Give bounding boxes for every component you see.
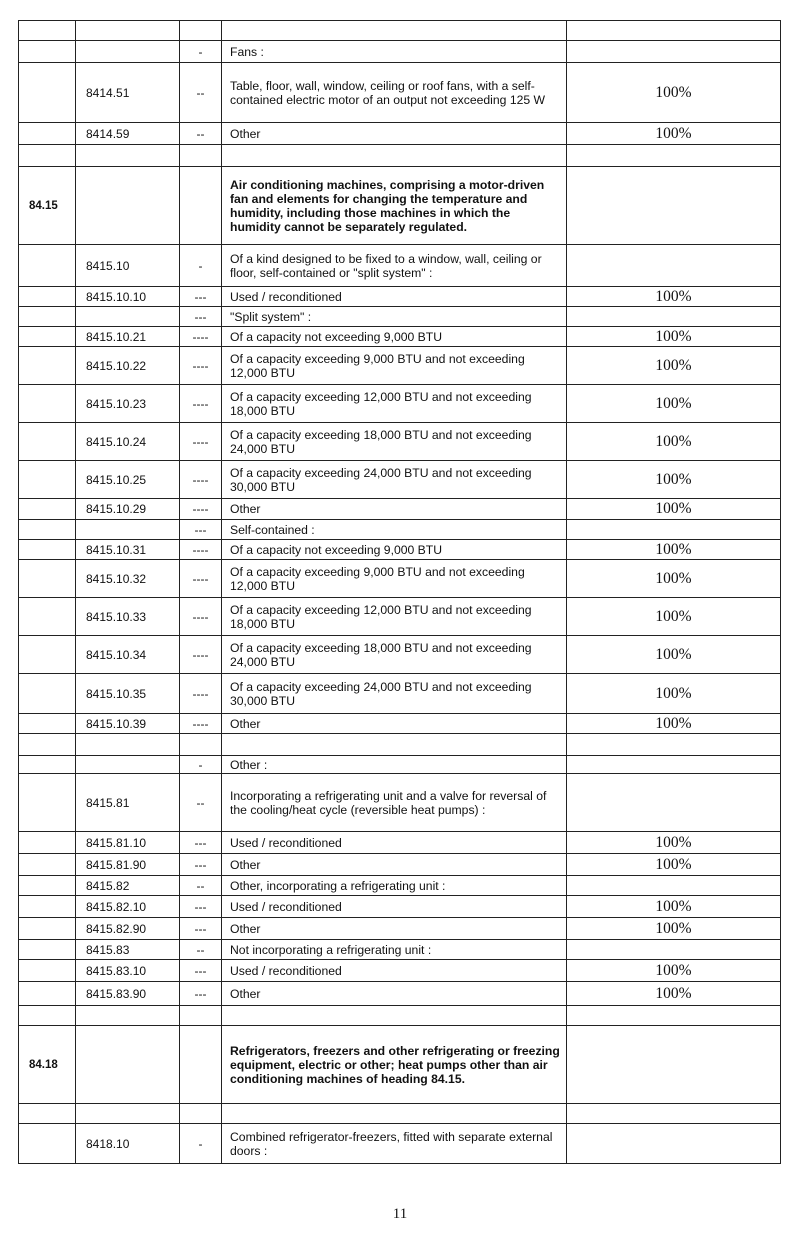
dash-level-cell: - xyxy=(180,41,222,63)
tariff-code-cell: 8415.10.22 xyxy=(76,347,180,385)
description-cell xyxy=(222,1104,567,1124)
table-row xyxy=(19,734,781,756)
heading-number-cell xyxy=(19,756,76,774)
dash-level-cell xyxy=(180,145,222,167)
table-row xyxy=(19,854,781,876)
table-row xyxy=(19,756,781,774)
tariff-code-cell: 8414.51 xyxy=(76,63,180,123)
duty-rate-cell xyxy=(567,167,781,245)
tariff-code-cell: 8415.10.29 xyxy=(76,499,180,520)
dash-level-cell: ---- xyxy=(180,423,222,461)
table-row xyxy=(19,327,781,347)
table-row xyxy=(19,1006,781,1026)
table-row xyxy=(19,896,781,918)
description-cell: Of a capacity exceeding 9,000 BTU and not exceeding 12,000 BTU xyxy=(222,560,567,598)
dash-level-cell: ---- xyxy=(180,327,222,347)
duty-rate-cell: 100% xyxy=(567,918,781,940)
dash-level-cell: --- xyxy=(180,307,222,327)
heading-number-cell xyxy=(19,1006,76,1026)
dash-level-cell: ---- xyxy=(180,347,222,385)
tariff-code-cell xyxy=(76,167,180,245)
dash-level-cell: ---- xyxy=(180,674,222,714)
heading-number-cell xyxy=(19,960,76,982)
duty-rate-cell xyxy=(567,734,781,756)
tariff-code-cell xyxy=(76,756,180,774)
description-cell xyxy=(222,1006,567,1026)
tariff-code-cell: 8415.10.34 xyxy=(76,636,180,674)
dash-level-cell: - xyxy=(180,1124,222,1164)
heading-number-cell xyxy=(19,598,76,636)
heading-number-cell: 84.15 xyxy=(19,167,76,245)
dash-level-cell xyxy=(180,734,222,756)
description-cell: Refrigerators, freezers and other refrigerating or freezing equipment, electric or other; heat pumps other than air conditioning machines of heading 84.15. xyxy=(222,1026,567,1104)
dash-level-cell: -- xyxy=(180,774,222,832)
description-cell: Of a capacity exceeding 18,000 BTU and not exceeding 24,000 BTU xyxy=(222,636,567,674)
duty-rate-cell: 100% xyxy=(567,461,781,499)
dash-level-cell: --- xyxy=(180,918,222,940)
description-cell: Of a capacity exceeding 12,000 BTU and not exceeding 18,000 BTU xyxy=(222,598,567,636)
table-row xyxy=(19,1026,781,1104)
tariff-code-cell: 8415.82.90 xyxy=(76,918,180,940)
page-number: 11 xyxy=(392,1206,408,1222)
description-cell: Fans : xyxy=(222,41,567,63)
description-cell: Of a capacity exceeding 24,000 BTU and not exceeding 30,000 BTU xyxy=(222,461,567,499)
heading-number-cell xyxy=(19,734,76,756)
duty-rate-cell: 100% xyxy=(567,598,781,636)
tariff-code-cell xyxy=(76,307,180,327)
dash-level-cell: -- xyxy=(180,876,222,896)
tariff-code-cell: 8415.10.35 xyxy=(76,674,180,714)
duty-rate-cell: 100% xyxy=(567,347,781,385)
dash-level-cell: --- xyxy=(180,896,222,918)
table-row xyxy=(19,560,781,598)
description-cell: Combined refrigerator-freezers, fitted with separate external doors : xyxy=(222,1124,567,1164)
tariff-code-cell: 8415.10.25 xyxy=(76,461,180,499)
duty-rate-cell xyxy=(567,520,781,540)
description-cell: Other xyxy=(222,982,567,1006)
table-row xyxy=(19,347,781,385)
tariff-code-cell xyxy=(76,1104,180,1124)
duty-rate-cell: 100% xyxy=(567,674,781,714)
duty-rate-cell: 100% xyxy=(567,423,781,461)
heading-number-cell: 84.18 xyxy=(19,1026,76,1104)
heading-number-cell xyxy=(19,540,76,560)
heading-number-cell xyxy=(19,245,76,287)
tariff-code-cell: 8415.10 xyxy=(76,245,180,287)
description-cell: Of a capacity exceeding 18,000 BTU and not exceeding 24,000 BTU xyxy=(222,423,567,461)
duty-rate-cell: 100% xyxy=(567,714,781,734)
table-row xyxy=(19,674,781,714)
table-row xyxy=(19,520,781,540)
dash-level-cell: --- xyxy=(180,832,222,854)
duty-rate-cell xyxy=(567,756,781,774)
tariff-code-cell: 8415.10.23 xyxy=(76,385,180,423)
heading-number-cell xyxy=(19,347,76,385)
heading-number-cell xyxy=(19,385,76,423)
duty-rate-cell xyxy=(567,307,781,327)
heading-number-cell xyxy=(19,307,76,327)
dash-level-cell: - xyxy=(180,245,222,287)
description-cell: Other, incorporating a refrigerating unit : xyxy=(222,876,567,896)
heading-number-cell xyxy=(19,832,76,854)
dash-level-cell xyxy=(180,167,222,245)
description-cell xyxy=(222,145,567,167)
description-cell: Other xyxy=(222,714,567,734)
dash-level-cell: --- xyxy=(180,982,222,1006)
table-row xyxy=(19,385,781,423)
heading-number-cell xyxy=(19,918,76,940)
heading-number-cell xyxy=(19,63,76,123)
description-cell: Table, floor, wall, window, ceiling or roof fans, with a self-contained electric motor of an output not exceeding 125 W xyxy=(222,63,567,123)
description-cell: Other xyxy=(222,123,567,145)
heading-number-cell xyxy=(19,1104,76,1124)
description-cell: Of a capacity exceeding 24,000 BTU and not exceeding 30,000 BTU xyxy=(222,674,567,714)
table-row xyxy=(19,1104,781,1124)
duty-rate-cell: 100% xyxy=(567,327,781,347)
dash-level-cell: ---- xyxy=(180,499,222,520)
dash-level-cell: ---- xyxy=(180,540,222,560)
table-row xyxy=(19,307,781,327)
description-cell: Of a capacity exceeding 12,000 BTU and not exceeding 18,000 BTU xyxy=(222,385,567,423)
tariff-code-cell: 8415.81.10 xyxy=(76,832,180,854)
duty-rate-cell: 100% xyxy=(567,560,781,598)
dash-level-cell: ---- xyxy=(180,636,222,674)
description-cell: Other xyxy=(222,499,567,520)
description-cell: Of a capacity not exceeding 9,000 BTU xyxy=(222,327,567,347)
heading-number-cell xyxy=(19,145,76,167)
heading-number-cell xyxy=(19,1124,76,1164)
heading-number-cell xyxy=(19,21,76,41)
tariff-code-cell xyxy=(76,520,180,540)
tariff-code-cell: 8415.81 xyxy=(76,774,180,832)
heading-number-cell xyxy=(19,423,76,461)
dash-level-cell: -- xyxy=(180,63,222,123)
description-cell: Other xyxy=(222,918,567,940)
heading-number-cell xyxy=(19,560,76,598)
tariff-code-cell: 8415.82.10 xyxy=(76,896,180,918)
heading-number-cell xyxy=(19,774,76,832)
description-cell: Not incorporating a refrigerating unit : xyxy=(222,940,567,960)
tariff-code-cell: 8415.83 xyxy=(76,940,180,960)
table-row xyxy=(19,245,781,287)
duty-rate-cell xyxy=(567,41,781,63)
tariff-code-cell: 8415.10.24 xyxy=(76,423,180,461)
heading-number-cell xyxy=(19,123,76,145)
duty-rate-cell: 100% xyxy=(567,385,781,423)
duty-rate-cell: 100% xyxy=(567,63,781,123)
table-row xyxy=(19,461,781,499)
duty-rate-cell xyxy=(567,774,781,832)
heading-number-cell xyxy=(19,674,76,714)
table-row xyxy=(19,1124,781,1164)
table-row xyxy=(19,63,781,123)
duty-rate-cell xyxy=(567,876,781,896)
duty-rate-cell: 100% xyxy=(567,982,781,1006)
dash-level-cell xyxy=(180,1026,222,1104)
duty-rate-cell: 100% xyxy=(567,636,781,674)
description-cell: Used / reconditioned xyxy=(222,287,567,307)
dash-level-cell xyxy=(180,21,222,41)
dash-level-cell: -- xyxy=(180,123,222,145)
table-row xyxy=(19,287,781,307)
dash-level-cell: --- xyxy=(180,854,222,876)
description-cell: Used / reconditioned xyxy=(222,896,567,918)
table-row xyxy=(19,21,781,41)
dash-level-cell: ---- xyxy=(180,461,222,499)
duty-rate-cell: 100% xyxy=(567,832,781,854)
description-cell: Of a kind designed to be fixed to a window, wall, ceiling or floor, self-contained or "split system" : xyxy=(222,245,567,287)
tariff-code-cell: 8415.10.33 xyxy=(76,598,180,636)
description-cell: Of a capacity not exceeding 9,000 BTU xyxy=(222,540,567,560)
description-cell: Of a capacity exceeding 9,000 BTU and not exceeding 12,000 BTU xyxy=(222,347,567,385)
dash-level-cell xyxy=(180,1104,222,1124)
tariff-code-cell: 8415.10.21 xyxy=(76,327,180,347)
heading-number-cell xyxy=(19,520,76,540)
dash-level-cell: - xyxy=(180,756,222,774)
table-row xyxy=(19,123,781,145)
duty-rate-cell: 100% xyxy=(567,540,781,560)
tariff-code-cell: 8415.10.32 xyxy=(76,560,180,598)
dash-level-cell: ---- xyxy=(180,714,222,734)
table-row xyxy=(19,598,781,636)
table-row xyxy=(19,145,781,167)
table-row xyxy=(19,960,781,982)
heading-number-cell xyxy=(19,896,76,918)
description-cell: Air conditioning machines, comprising a motor-driven fan and elements for changing the temperature and humidity, including those machines in which the humidity cannot be separately regulated. xyxy=(222,167,567,245)
dash-level-cell: --- xyxy=(180,960,222,982)
table-row xyxy=(19,636,781,674)
duty-rate-cell xyxy=(567,245,781,287)
description-cell: Incorporating a refrigerating unit and a valve for reversal of the cooling/heat cycle (reversible heat pumps) : xyxy=(222,774,567,832)
duty-rate-cell xyxy=(567,1026,781,1104)
tariff-code-cell: 8415.83.10 xyxy=(76,960,180,982)
duty-rate-cell xyxy=(567,145,781,167)
tariff-table xyxy=(18,20,781,1164)
table-row xyxy=(19,714,781,734)
description-cell: Used / reconditioned xyxy=(222,960,567,982)
duty-rate-cell: 100% xyxy=(567,854,781,876)
tariff-code-cell xyxy=(76,1026,180,1104)
heading-number-cell xyxy=(19,982,76,1006)
tariff-table-sheet xyxy=(18,20,780,1164)
table-row xyxy=(19,423,781,461)
heading-number-cell xyxy=(19,287,76,307)
table-row xyxy=(19,876,781,896)
description-cell xyxy=(222,21,567,41)
heading-number-cell xyxy=(19,461,76,499)
table-row xyxy=(19,832,781,854)
tariff-code-cell: 8415.81.90 xyxy=(76,854,180,876)
duty-rate-cell: 100% xyxy=(567,123,781,145)
description-cell: Other : xyxy=(222,756,567,774)
duty-rate-cell: 100% xyxy=(567,499,781,520)
description-cell xyxy=(222,734,567,756)
tariff-code-cell: 8415.82 xyxy=(76,876,180,896)
table-row xyxy=(19,982,781,1006)
dash-level-cell: ---- xyxy=(180,598,222,636)
table-row xyxy=(19,940,781,960)
table-row xyxy=(19,918,781,940)
heading-number-cell xyxy=(19,854,76,876)
description-cell: Used / reconditioned xyxy=(222,832,567,854)
duty-rate-cell xyxy=(567,940,781,960)
heading-number-cell xyxy=(19,327,76,347)
table-row xyxy=(19,41,781,63)
duty-rate-cell: 100% xyxy=(567,960,781,982)
duty-rate-cell: 100% xyxy=(567,896,781,918)
dash-level-cell: --- xyxy=(180,520,222,540)
dash-level-cell: ---- xyxy=(180,385,222,423)
tariff-table-body xyxy=(19,21,781,1164)
description-cell: "Split system" : xyxy=(222,307,567,327)
duty-rate-cell xyxy=(567,1104,781,1124)
heading-number-cell xyxy=(19,41,76,63)
duty-rate-cell xyxy=(567,1124,781,1164)
tariff-code-cell xyxy=(76,1006,180,1026)
tariff-code-cell: 8418.10 xyxy=(76,1124,180,1164)
tariff-code-cell: 8415.10.39 xyxy=(76,714,180,734)
tariff-code-cell xyxy=(76,21,180,41)
description-cell: Self-contained : xyxy=(222,520,567,540)
dash-level-cell: ---- xyxy=(180,560,222,598)
tariff-code-cell: 8415.10.10 xyxy=(76,287,180,307)
duty-rate-cell xyxy=(567,1006,781,1026)
table-row xyxy=(19,774,781,832)
heading-number-cell xyxy=(19,499,76,520)
heading-number-cell xyxy=(19,876,76,896)
heading-number-cell xyxy=(19,714,76,734)
tariff-code-cell: 8415.10.31 xyxy=(76,540,180,560)
tariff-code-cell xyxy=(76,734,180,756)
dash-level-cell: --- xyxy=(180,287,222,307)
description-cell: Other xyxy=(222,854,567,876)
dash-level-cell: -- xyxy=(180,940,222,960)
heading-number-cell xyxy=(19,940,76,960)
heading-number-cell xyxy=(19,636,76,674)
table-row xyxy=(19,167,781,245)
tariff-code-cell: 8414.59 xyxy=(76,123,180,145)
duty-rate-cell xyxy=(567,21,781,41)
tariff-code-cell xyxy=(76,145,180,167)
table-row xyxy=(19,540,781,560)
tariff-code-cell: 8415.83.90 xyxy=(76,982,180,1006)
tariff-code-cell xyxy=(76,41,180,63)
dash-level-cell xyxy=(180,1006,222,1026)
table-row xyxy=(19,499,781,520)
duty-rate-cell: 100% xyxy=(567,287,781,307)
